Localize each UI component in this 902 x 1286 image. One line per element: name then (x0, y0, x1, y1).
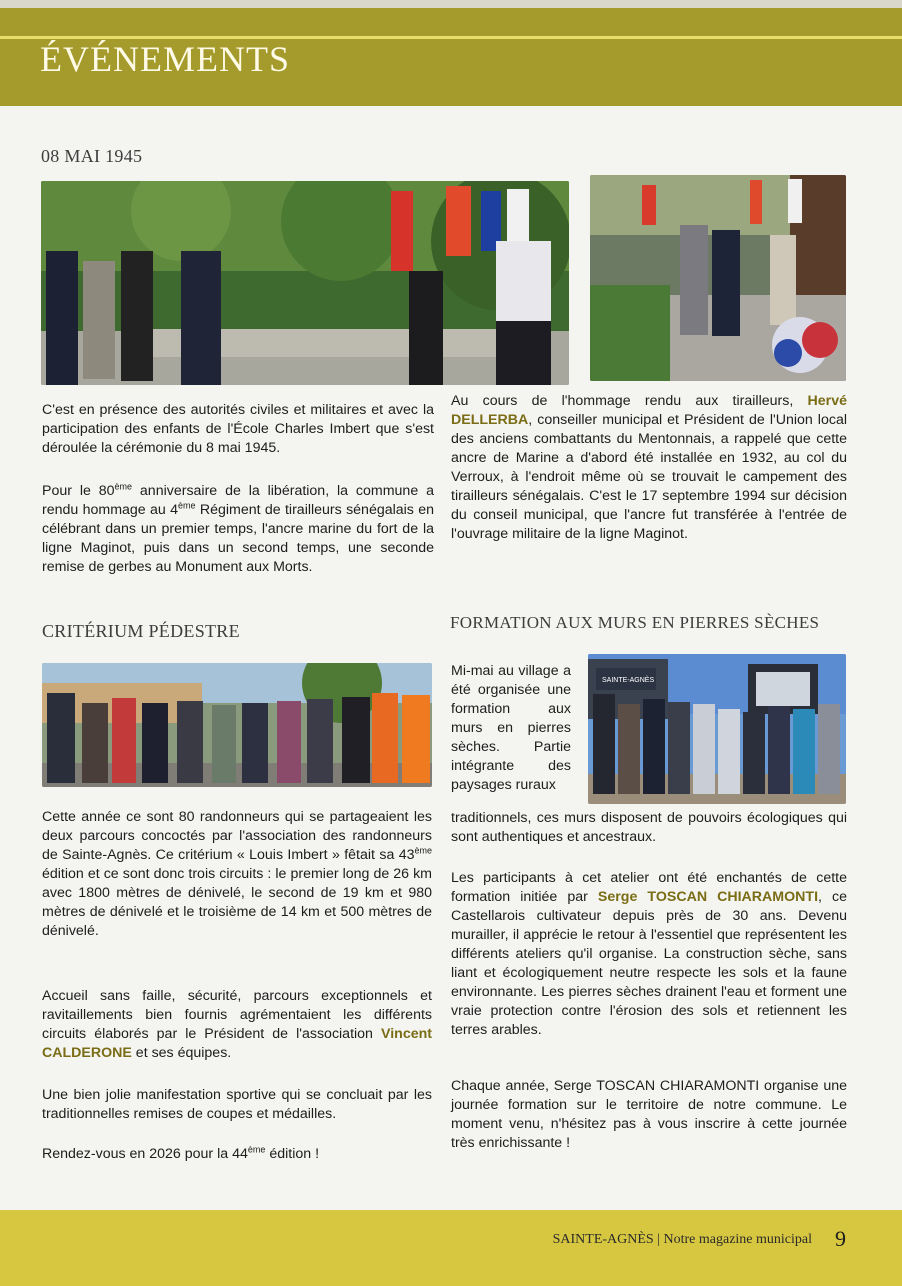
text-criterium-organisation: Accueil sans faille, sécurité, parcours exceptionnels et ravitaillements bien fournis agrémentaient les différents circuits élaborés par le Président de l'association Vincent CALDERONE et ses équipes. (42, 988, 432, 1061)
text-8-mai-tribute: Pour le 80ème anniversaire de la libération, la commune a rendu hommage au 4ème Régiment de tirailleurs sénégalais en célébrant dans un premier temps, l'ancre marine du fort de la ligne Maginot, puis dans un second temps, une seconde remise de gerbes au Monument aux Morts. (42, 481, 435, 575)
text-murs-continued: traditionnels, ces murs disposent de pouvoirs écologiques qui sont authentiques et ancestraux. (451, 810, 847, 845)
page-top-edge (0, 0, 902, 8)
text-8-mai-anchor-history: Au cours de l'hommage rendu aux tirailleurs, Hervé DELLERBA, conseiller municipal et Président de l'Union local des anciens combattants du Mentonnais, a rappelé que cette ancre de Marine a d'abord été installée en 1932, au col du Verroux, à l'endroit même où se trouvait le campement des tirailleurs sénégalais. C'est le 17 septembre 1994 sur décision du conseil municipal, que l'ancre fut transférée à l'entrée de l'ouvrage militaire de la ligne Maginot. (451, 393, 847, 542)
footer-magazine-name: SAINTE-AGNÈS | Notre magazine municipal (552, 1232, 812, 1247)
text-murs-workshop: Les participants à cet atelier ont été enchantés de cette formation initiée par Serge TOSCAN CHIARAMONTI, ce Castellarois cultivateur depuis près de 30 ans. Devenu murailler, il apprécie le retour à l'essentiel que représentent les différents ateliers qu'il organise. La construction sèche, sans liant et écologiquement neutre respecte les sols et la faune environnante. Les pierres sèches drainent l'eau et forment une vraie protection contre l'érosion des sols et retiennent les terres arables. (451, 870, 848, 1038)
text-8-mai-intro: C'est en présence des autorités civiles et militaires et avec la participation des enfants de l'École Charles Imbert que s'est déroulée la cérémonie du 8 mai 1945. (42, 402, 434, 456)
sign-text: SAINTE-AGNÈS (602, 677, 655, 684)
photo-dry-stone-workshop (588, 654, 846, 804)
name-serge-toscan-chiaramonti: Serge TOSCAN CHIARAMONTI (597, 889, 819, 905)
text-criterium-conclusion: Une bien jolie manifestation sportive qui se concluait par les traditionnelles remises de coupes et médailles. (42, 1087, 432, 1122)
text-murs-annual: Chaque année, Serge TOSCAN CHIARAMONTI organise une journée formation sur le territoire de notre commune. Le moment venu, n'hésitez pas à vous inscrire à cette journée très enrichissante ! (451, 1078, 847, 1151)
section-title-8-mai: 08 MAI 1945 (41, 146, 143, 166)
page-title: ÉVÉNEMENTS (40, 39, 290, 79)
text-criterium-intro: Cette année ce sont 80 randonneurs qui se partageaient les deux parcours concoctés par l'association des randonneurs de Sainte-Agnès. Ce critérium « Louis Imbert » fêtait sa 43ème édition et ce sont donc trois circuits : le premier long de 26 km avec 1800 mètres de dénivelé, le second de 19 km et 980 mètres de dénivelé et le troisième de 14 km et 500 mètres de dénivelé. (42, 809, 432, 939)
photo-hikers-group (42, 663, 432, 787)
text-murs-intro: Mi-mai au village a été organisée une formation aux murs en pierres sèches. Partie intégrante des paysages ruraux (451, 663, 571, 793)
name-vincent-calderone: Vincent CALDERONE (42, 1026, 432, 1061)
section-title-murs-pierres: FORMATION AUX MURS EN PIERRES SÈCHES (450, 613, 820, 632)
page-number: 9 (835, 1226, 846, 1251)
name-herve-dellerba: Hervé DELLERBA (451, 393, 847, 428)
photo-ceremony-flags (41, 181, 569, 385)
section-title-criterium: CRITÉRIUM PÉDESTRE (42, 621, 240, 641)
text-criterium-next-edition: Rendez-vous en 2026 pour la 44ème édition ! (42, 1144, 320, 1162)
photo-monument-gathering (590, 175, 846, 381)
page-footer-band (0, 1210, 902, 1286)
